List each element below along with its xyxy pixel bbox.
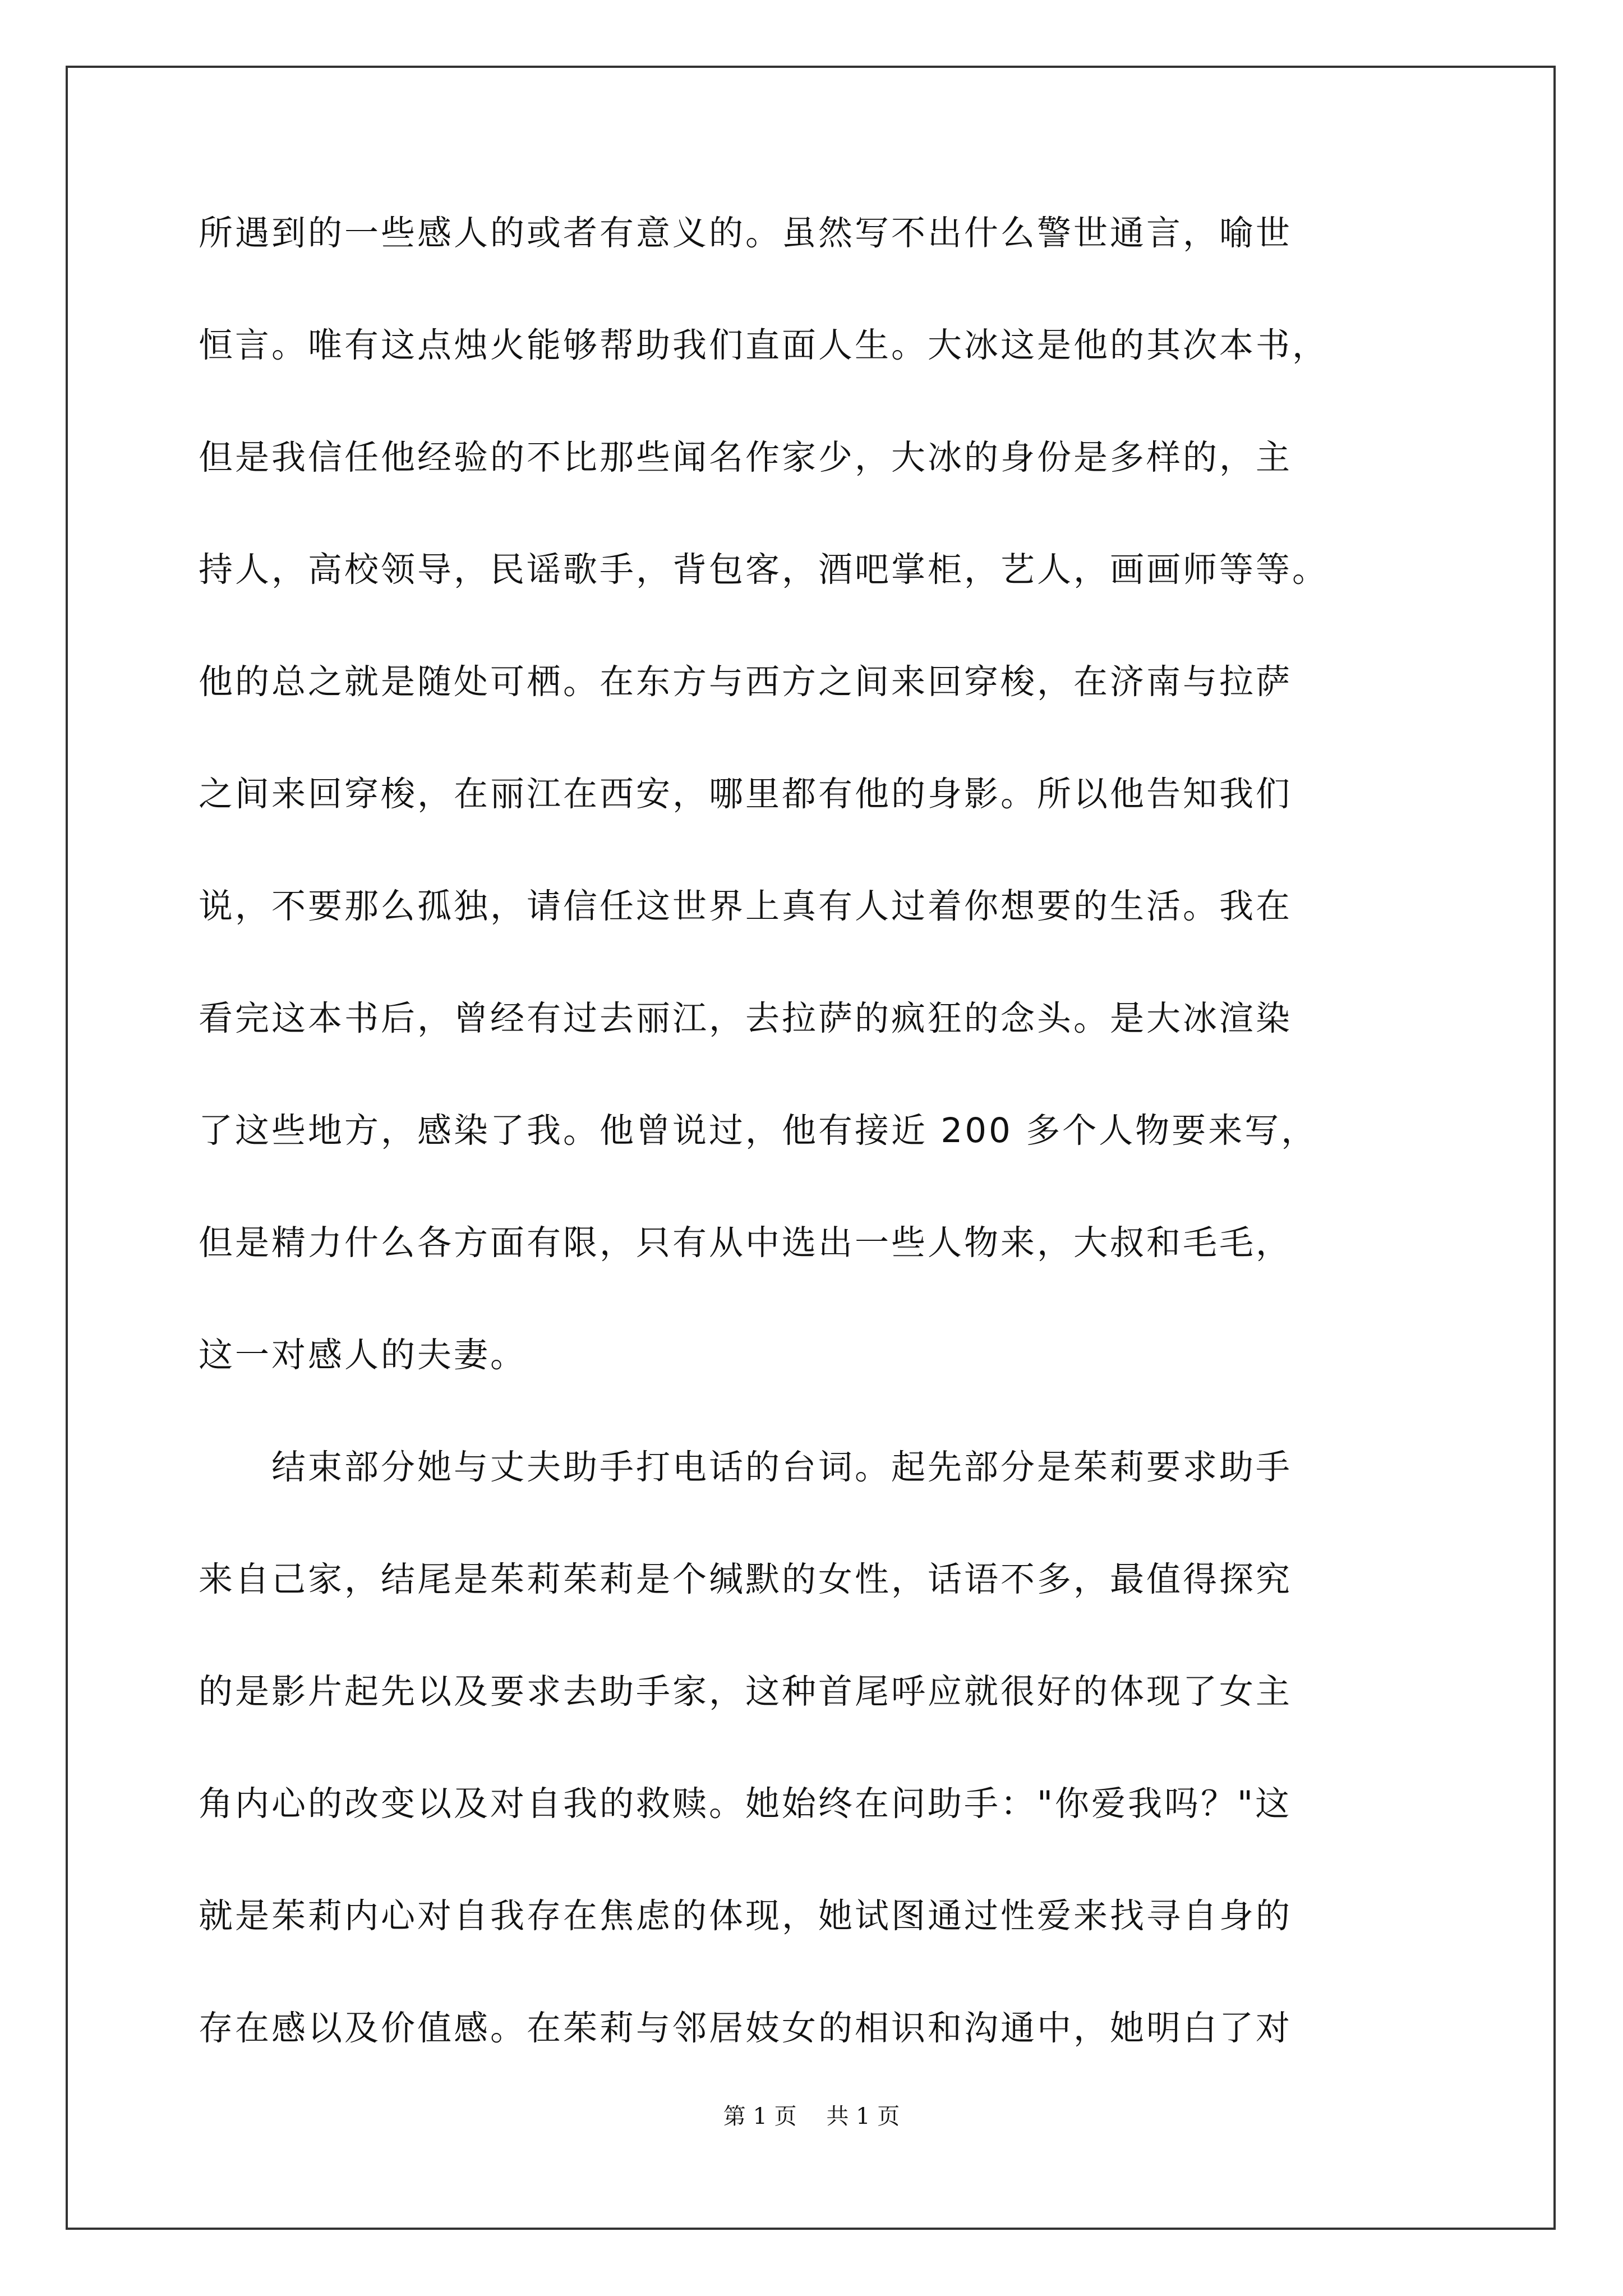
text-line: 恒言。唯有这点烛火能够帮助我们直面人生。大冰这是他的其次本书， [199, 325, 1329, 365]
page-number: 第 1 页 [723, 2104, 797, 2129]
text-line: 但是我信任他经验的不比那些闻名作家少，大冰的身份是多样的，主 [199, 438, 1293, 477]
text-line: 角内心的改变以及对自我的救赎。她始终在问助手："你爱我吗？"这 [199, 1784, 1292, 1824]
text-line: 看完这本书后，曾经有过去丽江，去拉萨的疯狂的念头。是大冰渲染 [199, 999, 1293, 1038]
page-total: 共 1 页 [826, 2104, 900, 2129]
text-line: 但是精力什么各方面有限，只有从中选出一些人物来，大叔和毛毛， [199, 1223, 1293, 1263]
page-footer [0, 2102, 1623, 2131]
text-line: 他的总之就是随处可栖。在东方与西方之间来回穿梭，在济南与拉萨 [199, 662, 1293, 702]
text-line: 的是影片起先以及要求去助手家，这种首尾呼应就很好的体现了女主 [199, 1672, 1293, 1711]
text-line: 就是茱莉内心对自我存在焦虑的体现，她试图通过性爱来找寻自身的 [199, 1896, 1293, 1936]
text-line: 存在感以及价值感。在茱莉与邻居妓女的相识和沟通中，她明白了对 [199, 2008, 1293, 2048]
text-line: 之间来回穿梭，在丽江在西安，哪里都有他的身影。所以他告知我们 [199, 774, 1293, 814]
text-line: 这一对感人的夫妻。 [199, 1335, 527, 1375]
text-line-indented: 结束部分她与丈夫助手打电话的台词。起先部分是茱莉要求助手 [271, 1447, 1293, 1487]
text-line: 来自己家，结尾是茱莉茱莉是个缄默的女性，话语不多，最值得探究 [199, 1559, 1293, 1599]
text-line: 所遇到的一些感人的或者有意义的。虽然写不出什么警世通言，喻世 [199, 213, 1293, 253]
text-line: 了这些地方，感染了我。他曾说过，他有接近 200 多个人物要来写， [199, 1111, 1318, 1151]
text-line: 说，不要那么孤独，请信任这世界上真有人过着你想要的生活。我在 [199, 886, 1293, 926]
text-line: 持人，高校领导，民谣歌手，背包客，酒吧掌柜，艺人，画画师等等。 [199, 550, 1329, 590]
